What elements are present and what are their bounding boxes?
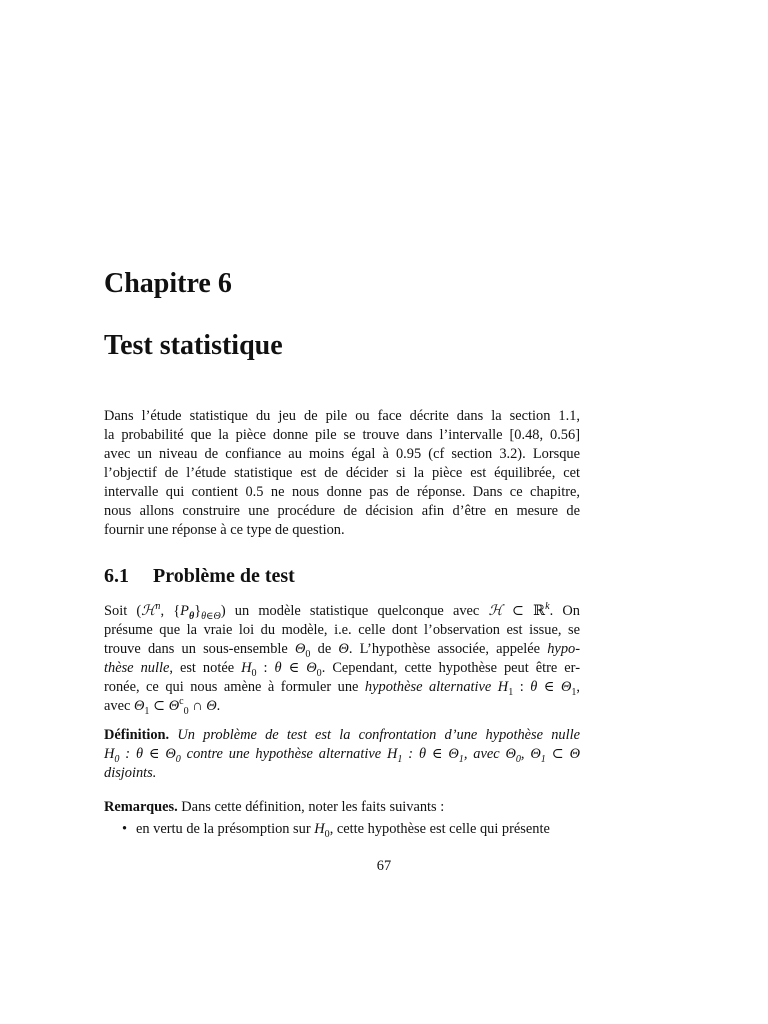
section-title: Problème de test — [153, 565, 295, 587]
paragraph-line: ronée, ce qui nous amène à formuler une hypothèse alternative $H_1$ : θ ∈ $\Theta_1$, — [104, 679, 580, 698]
intro-line: la probabilité que la pièce donne pile se trouve dans l’intervalle [0.48, 0.56] — [104, 427, 580, 443]
paragraph-line: trouve dans un sous-ensemble $\Theta_0$ de Θ. L’hypothèse associée, appelée hypo- — [104, 641, 580, 660]
paragraph-line: Soit (ℋ$^n$, $\{P_\theta\}_{\theta\in\Theta}$) un modèle statistique quelconque avec ℋ ⊂ ℝ$^k$. On — [104, 601, 580, 622]
bullet-item: • en vertu de la présomption sur $H_0$, cette hypothèse est celle qui présente — [122, 821, 550, 840]
intro-line: Dans l’étude statistique du jeu de pile ou face décrite dans la section 1.1, — [104, 408, 580, 424]
chapter-number: Chapitre 6 — [104, 268, 232, 299]
section-heading — [104, 562, 580, 590]
definition-line: disjoints. — [104, 765, 157, 781]
model-paragraph — [104, 602, 580, 716]
paragraph-line: thèse nulle, est notée $H_0$ : θ ∈ $\Theta_0$. Cependant, cette hypothèse peut être er- — [104, 660, 580, 679]
page-number: 67 — [376, 858, 392, 874]
intro-line: nous allons construire une procédure de décision afin d’être en mesure de — [104, 503, 580, 519]
definition-line: Définition. Un problème de test est la confrontation d’une hypothèse nulle — [104, 727, 580, 743]
chapter-title: Test statistique — [104, 330, 283, 361]
paragraph-line: présume que la vraie loi du modèle, i.e. celle dont l’observation est issue, se — [104, 622, 580, 638]
intro-line: l’objectif de l’étude statistique est de décider si la pièce est équilibrée, cet — [104, 465, 580, 481]
remarks-label: Remarques. — [104, 799, 178, 815]
definition-label: Définition. — [104, 727, 170, 743]
bullet-icon: • — [122, 821, 128, 837]
definition-line: $H_0$ : θ ∈ $\Theta_0$ contre une hypothèse alternative $H_1$ : θ ∈ $\Theta_1$, avec $\Theta_0$, $\Theta_1$ ⊂ Θ — [104, 746, 580, 765]
intro-line: fournir une réponse à ce type de question. — [104, 522, 345, 538]
paragraph-line: avec $\Theta_1$ ⊂ $\Theta^c_0$ ∩ Θ. — [104, 696, 221, 717]
intro-line: avec un niveau de confiance au moins égal à 0.95 (cf section 3.2). Lorsque — [104, 446, 580, 462]
remarks-heading: Remarques. Dans cette définition, noter les faits suivants : — [104, 799, 445, 815]
intro-paragraph — [104, 407, 580, 540]
definition-block — [104, 726, 580, 783]
intro-line: intervalle qui contient 0.5 ne nous donne pas de réponse. Dans ce chapitre, — [104, 484, 580, 500]
section-number: 6.1 — [104, 565, 129, 587]
